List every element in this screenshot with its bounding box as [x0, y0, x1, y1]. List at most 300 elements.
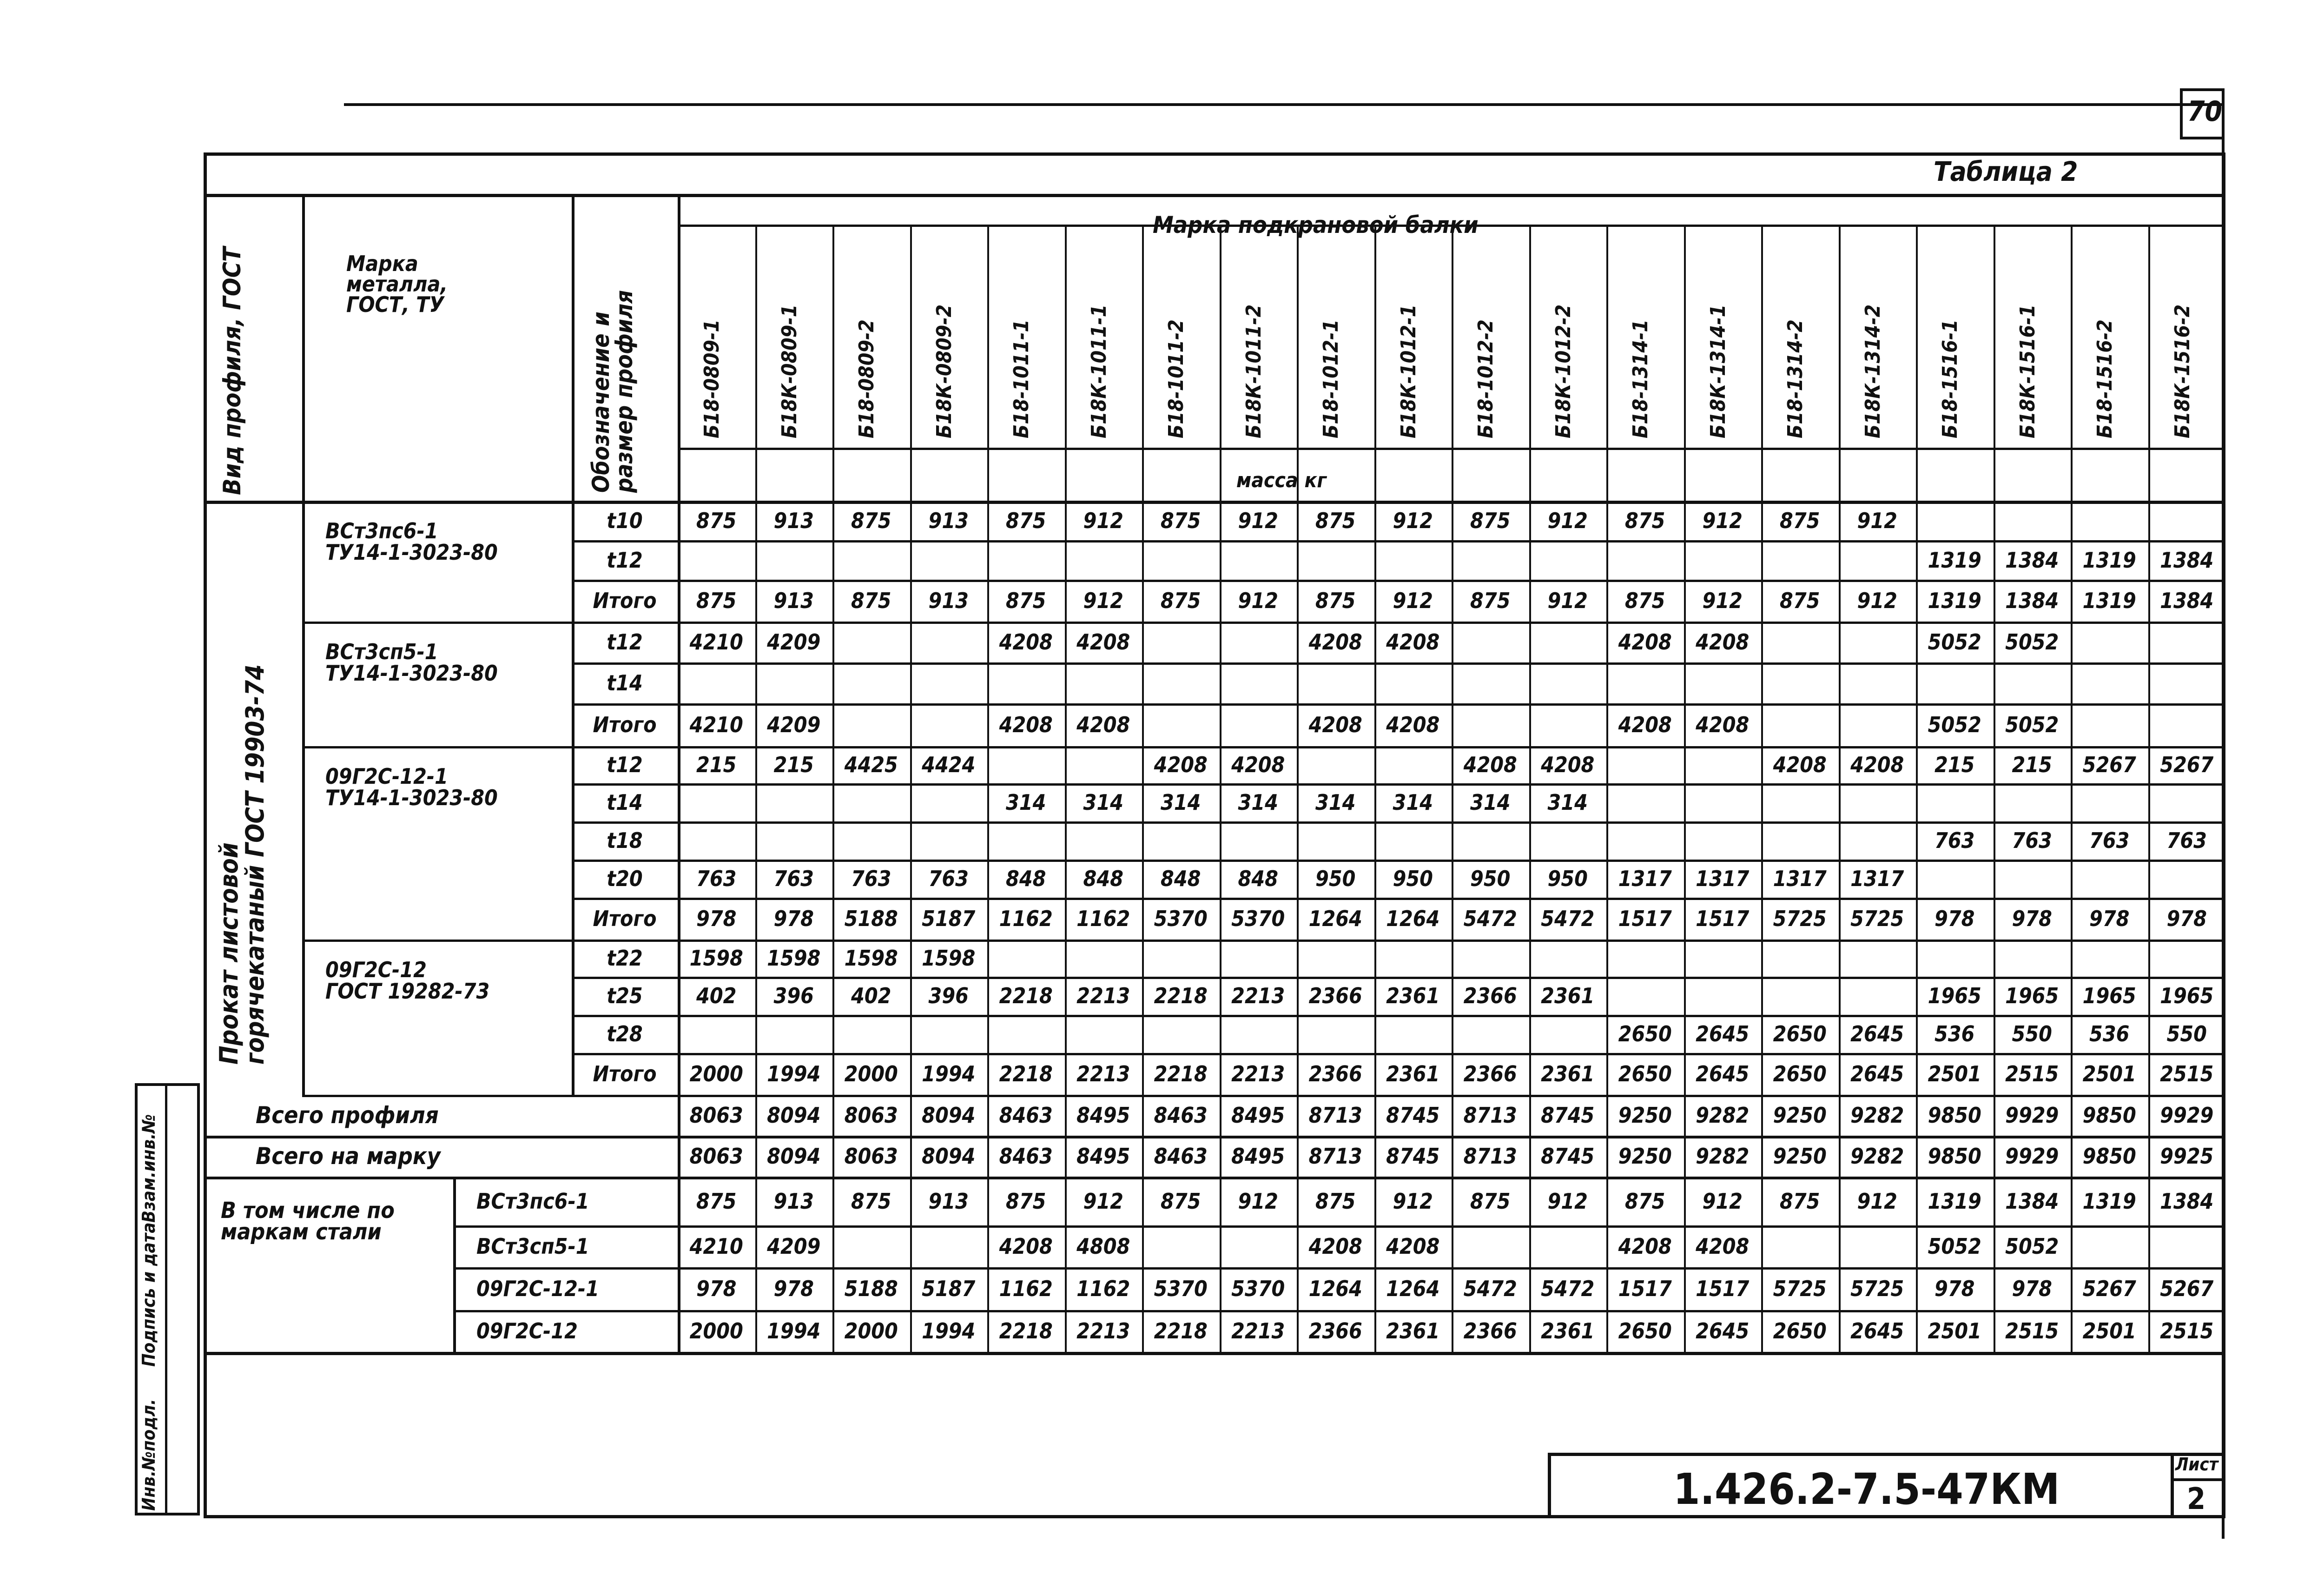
- row-designation: t20: [607, 866, 643, 891]
- column-separator: [1452, 225, 1453, 501]
- table-cell: 763: [1934, 828, 1975, 853]
- header-bottom-line: [204, 501, 2225, 504]
- metal-grade-label: [325, 641, 498, 684]
- table-cell: 763: [2089, 828, 2130, 853]
- steel-cell: 1264: [1308, 1276, 1362, 1301]
- table-cell: 912: [1393, 508, 1433, 533]
- totals-label: Всего на марку: [256, 1143, 441, 1170]
- steel-cell: 2213: [1076, 1318, 1130, 1343]
- table-cell: 848: [1238, 866, 1278, 891]
- table-cell: 536: [2089, 1021, 2130, 1046]
- steel-cell: 978: [773, 1276, 814, 1301]
- table-cell: 763: [851, 866, 891, 891]
- row-line: [302, 1095, 2225, 1097]
- steel-cell: 5370: [1231, 1276, 1285, 1301]
- by-steel-label: В том числе по маркам стали: [221, 1198, 395, 1245]
- table-cell: 1965: [2005, 983, 2059, 1008]
- steel-cell: 5188: [844, 1276, 898, 1301]
- row-line: [572, 783, 2225, 786]
- header-beam-grade: Марка подкрановой балки: [1153, 212, 1479, 238]
- table-cell: 5472: [1463, 906, 1517, 931]
- column-separator: [1839, 225, 1841, 501]
- header-mass: масса кг: [1236, 469, 1327, 492]
- table-cell: 875: [696, 588, 737, 613]
- table-cell: 1264: [1308, 906, 1362, 931]
- steel-cell: 2645: [1850, 1318, 1904, 1343]
- table-cell: 875: [851, 508, 891, 533]
- steel-cell: 1517: [1618, 1276, 1672, 1301]
- row-line: [572, 1015, 2225, 1017]
- steel-cell: 2000: [689, 1318, 743, 1343]
- totals-cell: 8713: [1463, 1103, 1517, 1128]
- steel-cell: 2501: [1928, 1318, 1981, 1343]
- steel-cell: 1319: [1928, 1188, 1981, 1214]
- table-cell: 4208: [1076, 712, 1130, 737]
- steel-cell: 2361: [1541, 1318, 1595, 1343]
- column-header: Б18К-1516-2: [2170, 304, 2194, 438]
- table-cell: 913: [773, 588, 814, 613]
- table-cell: 4208: [1850, 752, 1904, 777]
- table-cell: 5725: [1850, 906, 1904, 931]
- steel-cell: 5052: [2005, 1234, 2059, 1259]
- table-cell: 1384: [2160, 547, 2214, 573]
- steel-cell: 1319: [2082, 1188, 2136, 1214]
- table-cell: 913: [928, 508, 969, 533]
- header-profile-type: Вид профиля, ГОСТ: [218, 247, 246, 495]
- table-cell: 4208: [1154, 752, 1208, 777]
- table-cell: 1162: [1076, 906, 1130, 931]
- totals-cell: 8745: [1541, 1144, 1595, 1169]
- table-cell: 1317: [1618, 866, 1672, 891]
- totals-line: [204, 1177, 2225, 1179]
- table-cell: 314: [1547, 790, 1588, 815]
- steel-cell: 2366: [1463, 1318, 1517, 1343]
- totals-cell: 8063: [689, 1144, 743, 1169]
- metal-grade-label: [325, 766, 498, 808]
- column-separator: [987, 225, 989, 501]
- table-cell: 2366: [1308, 1061, 1362, 1086]
- column-separator: [1761, 225, 1763, 501]
- table-cell: 848: [1161, 866, 1201, 891]
- table-cell: 2645: [1850, 1021, 1904, 1046]
- steel-cell: 5472: [1463, 1276, 1517, 1301]
- metal-grade-line: ТУ14-1-3023-80: [325, 540, 498, 565]
- table-cell: 848: [1006, 866, 1046, 891]
- steel-grade-label: 09Г2С-12: [476, 1318, 578, 1343]
- table-cell: 2501: [2082, 1061, 2136, 1086]
- table-cell: 912: [1083, 508, 1123, 533]
- totals-cell: 8495: [1231, 1103, 1285, 1128]
- table-cell: 2213: [1076, 1061, 1130, 1086]
- steel-cell: 4210: [689, 1234, 743, 1259]
- table-cell: 875: [1780, 508, 1820, 533]
- table-cell: 2515: [2160, 1061, 2214, 1086]
- table-cell: 5370: [1154, 906, 1208, 931]
- table-cell: 875: [1161, 508, 1201, 533]
- row-designation: t18: [607, 828, 643, 853]
- table-cell: 2366: [1308, 983, 1362, 1008]
- table-cell: 875: [1006, 588, 1046, 613]
- totals-cell: 8094: [922, 1144, 976, 1169]
- column-header: Б18К-0809-1: [777, 304, 801, 438]
- column-separator: [1994, 225, 1995, 501]
- steel-cell: 1162: [999, 1276, 1053, 1301]
- steel-cell: 1994: [767, 1318, 821, 1343]
- table-cell: 1317: [1696, 866, 1750, 891]
- steel-cell: 4208: [1696, 1234, 1750, 1259]
- table-cell: 4424: [922, 752, 976, 777]
- totals-label: Всего профиля: [256, 1102, 439, 1129]
- column-header: Б18-1516-2: [2093, 319, 2117, 438]
- table-cell: 978: [2166, 906, 2207, 931]
- table-cell: 950: [1393, 866, 1433, 891]
- table-cell: 5052: [2005, 629, 2059, 655]
- table-cell: 875: [696, 508, 737, 533]
- column-header: Б18К-1314-2: [1861, 304, 1885, 438]
- side-stamp-text: Взам.инв.№: [139, 1114, 159, 1223]
- table-cell: 2000: [689, 1061, 743, 1086]
- steel-cell: 2218: [1154, 1318, 1208, 1343]
- table-cell: 875: [1625, 508, 1665, 533]
- row-designation: t22: [607, 946, 643, 971]
- column-header: Б18К-1011-1: [1087, 304, 1111, 438]
- table-cell: 536: [1934, 1021, 1975, 1046]
- table-cell: 314: [1006, 790, 1046, 815]
- totals-cell: 9929: [2005, 1144, 2059, 1169]
- metal-grade-line: ВСт3пс6-1: [325, 518, 438, 543]
- table-cell: 1598: [922, 946, 976, 971]
- row-line: [572, 1053, 2225, 1055]
- totals-cell: 9282: [1696, 1103, 1750, 1128]
- side-stamp-text: Инв.№подл.: [139, 1399, 159, 1511]
- sheet-number: 2: [2187, 1482, 2206, 1516]
- table-cell: 978: [2012, 906, 2052, 931]
- row-designation: t28: [607, 1021, 643, 1046]
- totals-cell: 8713: [1308, 1103, 1362, 1128]
- totals-cell: 8495: [1076, 1103, 1130, 1128]
- metal-grade-line: ТУ14-1-3023-80: [325, 785, 498, 810]
- totals-cell: 8463: [999, 1144, 1053, 1169]
- steel-cell: 912: [1857, 1188, 1897, 1214]
- row-designation: Итого: [593, 712, 657, 737]
- table-cell: 314: [1470, 790, 1511, 815]
- table-cell: 1994: [922, 1061, 976, 1086]
- column-header: Б18-1011-2: [1164, 319, 1188, 438]
- column-separator: [1374, 225, 1376, 501]
- table-cell: 912: [1547, 508, 1588, 533]
- table-cell: 215: [2012, 752, 2052, 777]
- table-cell: 2366: [1463, 983, 1517, 1008]
- table-cell: 314: [1315, 790, 1356, 815]
- profile-group-label: Прокат листовой горячекатаный ГОСТ 19903-74: [214, 664, 270, 1065]
- steel-separator: [453, 1177, 456, 1352]
- column-separator: [1297, 225, 1299, 501]
- metal-grade-line: 09Г2С-12-1: [325, 764, 448, 789]
- steel-row-line: [453, 1225, 2225, 1228]
- table-cell: 5188: [844, 906, 898, 931]
- table-cell: 396: [928, 983, 969, 1008]
- steel-cell: 4208: [1618, 1234, 1672, 1259]
- table-cell: 5267: [2160, 752, 2214, 777]
- table-cell: 1598: [844, 946, 898, 971]
- column-separator: [1916, 225, 1918, 501]
- totals-cell: 8745: [1386, 1103, 1440, 1128]
- steel-grade-label: 09Г2С-12-1: [476, 1276, 599, 1301]
- table-cell: 550: [2012, 1021, 2052, 1046]
- table-cell: 1598: [689, 946, 743, 971]
- table-cell: 5370: [1231, 906, 1285, 931]
- steel-cell: 5187: [922, 1276, 976, 1301]
- steel-cell: 2366: [1308, 1318, 1362, 1343]
- table-cell: 2501: [1928, 1061, 1981, 1086]
- totals-cell: 9929: [2160, 1103, 2214, 1128]
- table-cell: 2218: [1154, 983, 1208, 1008]
- side-stamp-divider: [165, 1083, 167, 1515]
- steel-row-line: [453, 1267, 2225, 1270]
- table-cell: 978: [2089, 906, 2130, 931]
- steel-cell: 4208: [1386, 1234, 1440, 1259]
- column-header: Б18-1011-1: [1010, 319, 1033, 438]
- row-designation: Итого: [593, 588, 657, 613]
- steel-cell: 875: [1470, 1188, 1511, 1214]
- totals-cell: 8063: [689, 1103, 743, 1128]
- table-cell: 2213: [1076, 983, 1130, 1008]
- steel-cell: 1384: [2160, 1188, 2214, 1214]
- steel-grade-label: ВСт3сп5-1: [476, 1234, 589, 1259]
- steel-cell: 875: [1780, 1188, 1820, 1214]
- row-line: [302, 940, 2225, 942]
- table-cell: 1965: [2160, 983, 2214, 1008]
- steel-cell: 5472: [1541, 1276, 1595, 1301]
- table-cell: 913: [773, 508, 814, 533]
- table-cell: 763: [2166, 828, 2207, 853]
- sheet-label: Лист: [2175, 1454, 2218, 1475]
- row-designation: t12: [607, 547, 643, 573]
- table-cell: 5267: [2082, 752, 2136, 777]
- row-designation: Итого: [593, 1061, 657, 1086]
- table-cell: 5187: [922, 906, 976, 931]
- steel-cell: 5725: [1773, 1276, 1827, 1301]
- table-cell: 1319: [1928, 547, 1981, 573]
- table-cell: 4208: [1231, 752, 1285, 777]
- row-line: [572, 821, 2225, 824]
- steel-cell: 2515: [2160, 1318, 2214, 1343]
- table-cell: 4210: [689, 629, 743, 655]
- table-cell: 1598: [767, 946, 821, 971]
- totals-cell: 9925: [2160, 1144, 2214, 1169]
- table-cell: 5052: [1928, 712, 1981, 737]
- table-cell: 1517: [1696, 906, 1750, 931]
- totals-cell: 8463: [1154, 1144, 1208, 1169]
- table-cell: 5052: [2005, 712, 2059, 737]
- table-cell: 314: [1393, 790, 1433, 815]
- totals-cell: 8713: [1308, 1144, 1362, 1169]
- steel-cell: 913: [773, 1188, 814, 1214]
- totals-cell: 8495: [1076, 1144, 1130, 1169]
- table-cell: 912: [1702, 588, 1743, 613]
- body-separator: [572, 501, 574, 1095]
- table-cell: 763: [928, 866, 969, 891]
- totals-cell: 9850: [1928, 1144, 1981, 1169]
- column-header: Б18-0809-2: [855, 319, 878, 438]
- row-line: [302, 746, 2225, 748]
- steel-cell: 1162: [1076, 1276, 1130, 1301]
- table-cell: 875: [1780, 588, 1820, 613]
- metal-grade-line: 09Г2С-12: [325, 957, 427, 982]
- totals-cell: 8094: [922, 1103, 976, 1128]
- table-cell: 2650: [1618, 1021, 1672, 1046]
- table-cell: 912: [1702, 508, 1743, 533]
- column-separator: [910, 225, 912, 501]
- steel-cell: 875: [1161, 1188, 1201, 1214]
- table-cell: 2645: [1850, 1061, 1904, 1086]
- table-cell: 1319: [2082, 588, 2136, 613]
- table-cell: 950: [1547, 866, 1588, 891]
- steel-cell: 1264: [1386, 1276, 1440, 1301]
- table-cell: 550: [2166, 1021, 2207, 1046]
- table-cell: 314: [1161, 790, 1201, 815]
- table-cell: 4208: [1696, 712, 1750, 737]
- steel-cell: 2000: [844, 1318, 898, 1343]
- column-header: Б18К-1012-1: [1396, 304, 1420, 438]
- metal-grade-line: ТУ14-1-3023-80: [325, 661, 498, 686]
- steel-cell: 1517: [1696, 1276, 1750, 1301]
- column-header: Б18-1314-2: [1783, 319, 1807, 438]
- table-cell: 215: [773, 752, 814, 777]
- table-cell: 978: [1934, 906, 1975, 931]
- steel-cell: 913: [928, 1188, 969, 1214]
- table-cell: 402: [696, 983, 737, 1008]
- steel-cell: 5370: [1154, 1276, 1208, 1301]
- column-separator: [755, 225, 757, 501]
- steel-cell: 4209: [767, 1234, 821, 1259]
- steel-cell: 2515: [2005, 1318, 2059, 1343]
- column-separator: [2148, 225, 2150, 501]
- page-number: 70: [2187, 95, 2223, 128]
- table-cell: 2000: [844, 1061, 898, 1086]
- totals-cell: 9850: [2082, 1103, 2136, 1128]
- table-cell: 4208: [1696, 629, 1750, 655]
- column-header: Б18-1516-1: [1938, 319, 1962, 438]
- sheet-box-divider: [2171, 1478, 2225, 1481]
- steel-cell: 5725: [1850, 1276, 1904, 1301]
- header-metal-grade: [346, 253, 481, 315]
- row-designation: t12: [607, 752, 643, 777]
- table-cell: 875: [1625, 588, 1665, 613]
- column-separator: [1142, 225, 1144, 501]
- column-header: Б18К-1516-1: [2015, 304, 2040, 438]
- table-cell: 912: [1238, 508, 1278, 533]
- totals-cell: 9282: [1850, 1103, 1904, 1128]
- steel-cell: 4208: [1308, 1234, 1362, 1259]
- table-cell: 1319: [1928, 588, 1981, 613]
- table-cell: 4208: [1541, 752, 1595, 777]
- steel-cell: 875: [1006, 1188, 1046, 1214]
- steel-cell: 912: [1238, 1188, 1278, 1214]
- steel-cell: 2650: [1618, 1318, 1672, 1343]
- table-cell: 2515: [2005, 1061, 2059, 1086]
- row-line: [572, 860, 2225, 862]
- steel-cell: 5052: [1928, 1234, 1981, 1259]
- totals-cell: 8745: [1541, 1103, 1595, 1128]
- totals-cell: 8094: [767, 1103, 821, 1128]
- table-cell: 2650: [1618, 1061, 1672, 1086]
- table-cell: 875: [1315, 588, 1356, 613]
- row-line: [302, 622, 2225, 624]
- table-cell: 912: [1857, 588, 1897, 613]
- table-cell: 1384: [2005, 588, 2059, 613]
- column-separator: [1606, 225, 1608, 501]
- metal-grade-line: ГОСТ 19282-73: [325, 979, 490, 1004]
- table-bottom-line: [204, 1352, 2225, 1355]
- table-cell: 4425: [844, 752, 898, 777]
- column-header: Б18-1314-1: [1629, 319, 1652, 438]
- totals-cell: 8463: [999, 1103, 1053, 1128]
- table-cell: 763: [696, 866, 737, 891]
- table-cell: 4208: [1618, 712, 1672, 737]
- steel-cell: 1384: [2005, 1188, 2059, 1214]
- table-cell: 4209: [767, 712, 821, 737]
- totals-cell: 8094: [767, 1144, 821, 1169]
- column-header: Б18К-1012-2: [1551, 304, 1575, 438]
- table-cell: 1264: [1386, 906, 1440, 931]
- column-separator: [1529, 225, 1531, 501]
- table-cell: 215: [696, 752, 737, 777]
- table-cell: 1317: [1850, 866, 1904, 891]
- table-cell: 2366: [1463, 1061, 1517, 1086]
- steel-row-line: [453, 1310, 2225, 1312]
- row-line: [572, 580, 2225, 582]
- table-cell: 912: [1547, 588, 1588, 613]
- table-cell: 763: [773, 866, 814, 891]
- header-top-line: [204, 194, 2225, 197]
- table-cell: 2213: [1231, 1061, 1285, 1086]
- table-cell: 1965: [2082, 983, 2136, 1008]
- table-cell: 2218: [1154, 1061, 1208, 1086]
- metal-grade-label: [325, 959, 489, 1002]
- header-separator: [572, 194, 574, 501]
- table-cell: 912: [1238, 588, 1278, 613]
- column-separator: [832, 225, 834, 501]
- table-cell: 875: [1161, 588, 1201, 613]
- row-line: [572, 540, 2225, 543]
- table-cell: 1319: [2082, 547, 2136, 573]
- column-header: Б18К-0809-2: [932, 304, 956, 438]
- table-cell: 913: [928, 588, 969, 613]
- table-cell: 314: [1238, 790, 1278, 815]
- table-cell: 875: [1470, 588, 1511, 613]
- row-line: [572, 703, 2225, 706]
- table-cell: 2218: [999, 983, 1053, 1008]
- table-cell: 4208: [1386, 712, 1440, 737]
- table-cell: 2361: [1386, 1061, 1440, 1086]
- table-cell: 1517: [1618, 906, 1672, 931]
- row-designation: t25: [607, 983, 643, 1008]
- table-cell: 950: [1315, 866, 1356, 891]
- totals-cell: 9282: [1850, 1144, 1904, 1169]
- table-cell: 2650: [1773, 1021, 1827, 1046]
- steel-cell: 2218: [999, 1318, 1053, 1343]
- table-cell: 5725: [1773, 906, 1827, 931]
- totals-cell: 8745: [1386, 1144, 1440, 1169]
- steel-cell: 875: [696, 1188, 737, 1214]
- table-title: Таблица 2: [1934, 156, 2078, 187]
- row-designation: Итого: [593, 906, 657, 931]
- totals-cell: 9250: [1618, 1103, 1672, 1128]
- table-cell: 978: [773, 906, 814, 931]
- table-cell: 314: [1083, 790, 1123, 815]
- table-cell: 1965: [1928, 983, 1981, 1008]
